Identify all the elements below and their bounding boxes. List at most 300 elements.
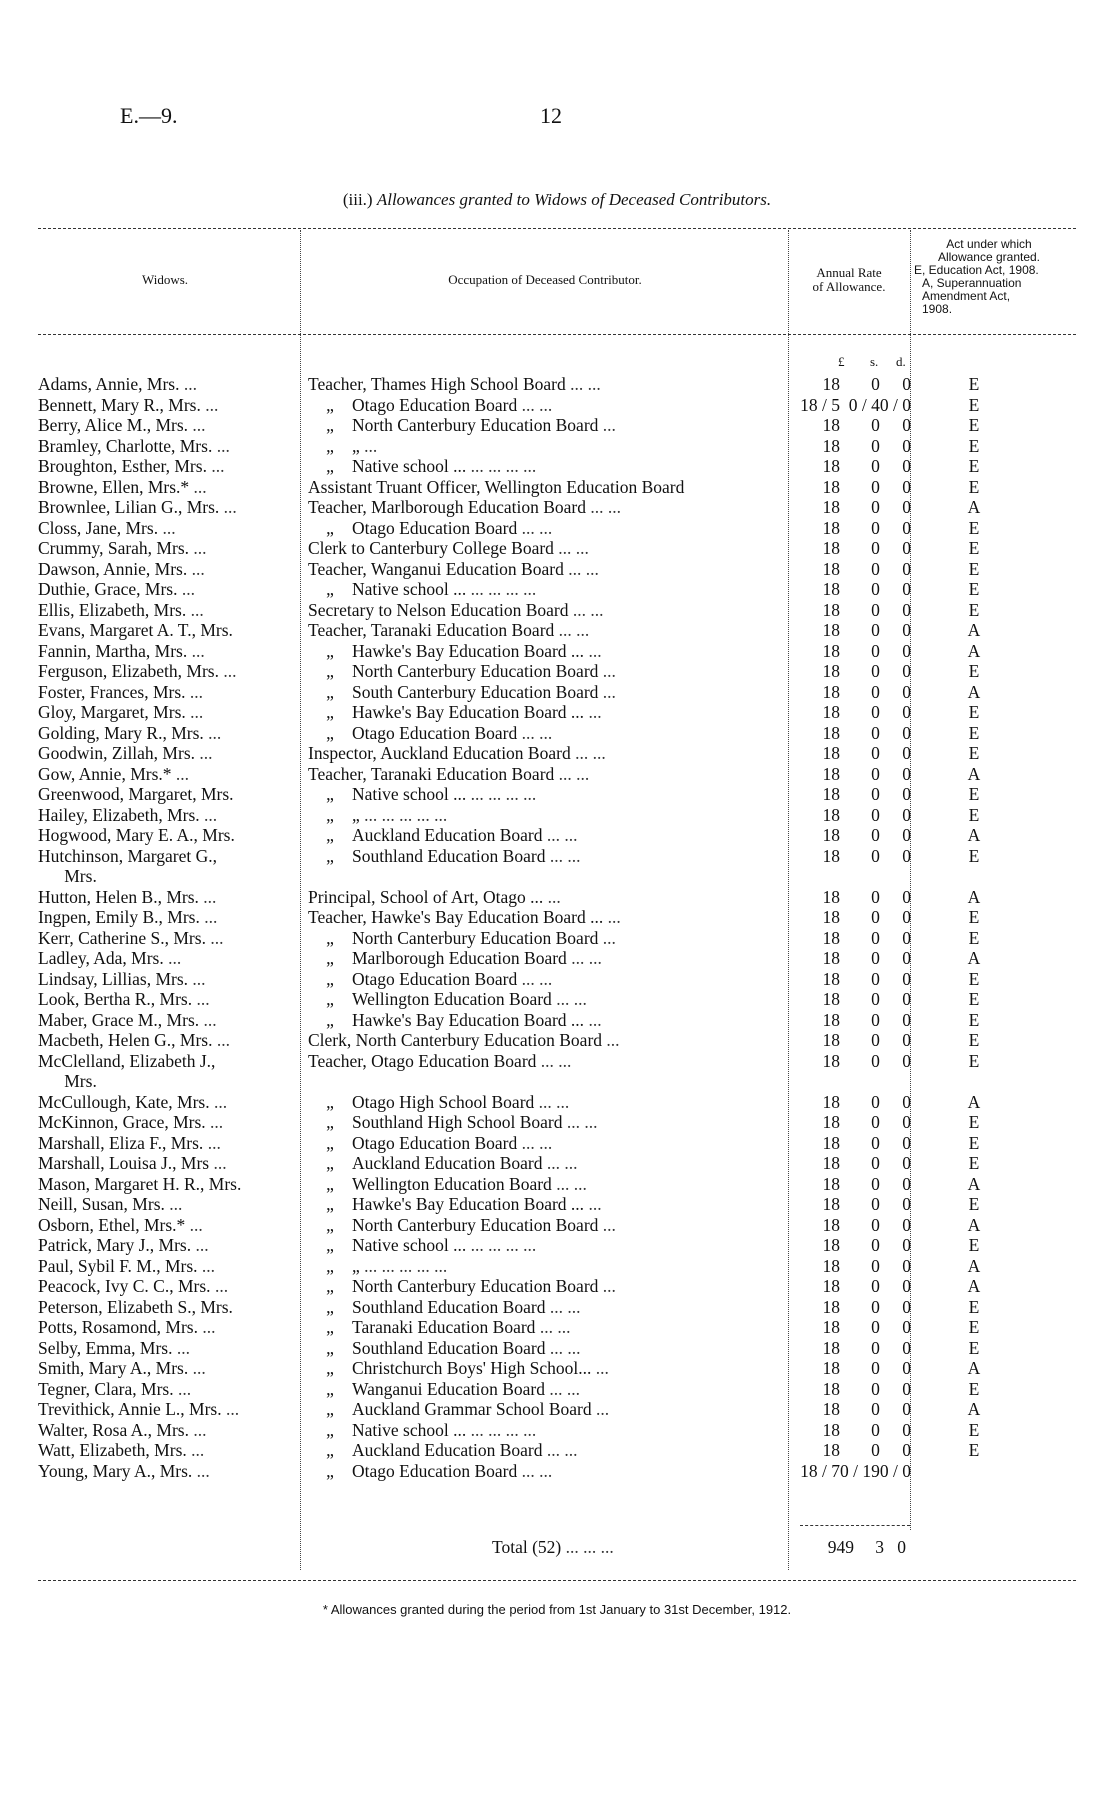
occupation-text: Christchurch Boys' High School... (352, 1358, 592, 1378)
widow-name-cell (38, 1051, 308, 1072)
occupation-leader: ... ... (554, 620, 590, 640)
amount-pence: 0 (902, 1419, 911, 1440)
table-row (38, 1030, 1037, 1051)
amount-shillings: 0 (871, 435, 880, 456)
table-row (38, 1071, 1037, 1092)
amount-pounds: 18 (822, 1194, 840, 1214)
amount-pence: 0 (902, 374, 911, 394)
occupation-cell (308, 825, 788, 846)
amount-shillings: 0 (871, 989, 880, 1009)
widow-name: Broughton, Esther, Mrs. (38, 456, 207, 476)
total-leader: ... ... ... (561, 1537, 614, 1557)
act-code: E (968, 702, 980, 722)
name-leader: ... (199, 907, 218, 927)
amount-pounds: 18 (822, 1235, 840, 1255)
occupation-text: Southland Education Board (352, 845, 546, 866)
widow-name: Peterson, Elizabeth S., Mrs. (38, 1296, 233, 1317)
ditto-mark: „ (326, 845, 334, 866)
amount-shillings: 0 (871, 1214, 880, 1235)
amount-pounds: 18 (822, 415, 840, 435)
occupation-leader: ... ... (534, 1091, 570, 1112)
name-leader: ... (197, 1317, 216, 1337)
amount-pence: 0 (902, 1132, 911, 1153)
ditto-mark: „ (326, 1112, 334, 1132)
widow-name: Gloy, Margaret, Mrs. (38, 702, 186, 722)
occupation-text: Hawke's Bay Education Board ... (352, 640, 585, 661)
widow-name: Trevithick, Annie L., Mrs. (38, 1399, 222, 1419)
amount-pounds: 18 (822, 1153, 840, 1173)
amount-shillings: 0 (871, 640, 880, 661)
widow-name-cell (38, 579, 308, 600)
amount-pounds: 18 (822, 517, 840, 538)
table-row (38, 1358, 1037, 1379)
occupation-leader: ... ... (542, 1153, 578, 1173)
occupation-leader: ... ... (554, 763, 590, 784)
ditto-mark: „ (326, 1460, 334, 1481)
act-code: A (967, 1091, 981, 1112)
occupation-text: Otago Education Board (352, 394, 518, 415)
amount-pounds: 18 (822, 1091, 840, 1112)
widow-name-cell (38, 1215, 308, 1236)
occupation-text: Otago Education Board (352, 517, 518, 538)
amount-pence: 0 (902, 1030, 911, 1050)
amount-shillings: 0 (871, 558, 880, 579)
occupation-leader: ... (598, 927, 616, 948)
name-leader: ... (186, 1440, 205, 1460)
amount-shillings: 0 (871, 886, 880, 907)
occupation-cell (308, 374, 788, 395)
ditto-mark: „ (326, 640, 334, 661)
name-leader: ... (189, 476, 207, 497)
act-code: E (968, 394, 980, 415)
amount-pounds: 18 (822, 1009, 840, 1030)
widow-name-cell (38, 825, 308, 846)
occupation-cell (308, 764, 788, 785)
occupation-text: Southland Education Board (352, 1337, 546, 1358)
occupation-leader: ... (598, 681, 616, 702)
act-code: A (967, 497, 981, 517)
occupation-leader: ... ... (565, 374, 601, 394)
act-code: E (968, 989, 980, 1009)
amount-pence: 0 (902, 763, 911, 784)
amount-pence: 0 (902, 579, 911, 599)
widow-name-cell (38, 1297, 308, 1318)
amount-pounds: 18 (822, 948, 840, 968)
amount-pounds: 18 / 7 (800, 1460, 840, 1481)
act-line-6: 1908. (922, 302, 953, 316)
amount-shillings (840, 1071, 880, 1092)
amount-shillings: 0 (871, 1296, 880, 1317)
amount-pence: 0 (902, 620, 911, 640)
table-row (38, 600, 1037, 621)
act-code: A (967, 640, 981, 661)
name-leader: ... (205, 927, 224, 948)
amount-shillings: 0 (871, 1173, 880, 1194)
ditto-mark: „ (326, 1399, 334, 1419)
name-leader: ... (197, 1255, 216, 1276)
amount-shillings: 0 (871, 374, 880, 394)
amount-pounds: 18 (822, 1337, 840, 1358)
ditto-mark: „ (326, 1419, 334, 1440)
act-code: A (967, 1255, 981, 1276)
act-code: E (968, 558, 980, 579)
amount-pounds: 18 (822, 989, 840, 1009)
table-row (38, 805, 1037, 826)
name-leader: ... (199, 804, 218, 825)
occupation-cell (308, 1194, 788, 1215)
amount-pence: 0 (902, 435, 911, 456)
amount-shillings: 0 (871, 1112, 880, 1132)
widow-name: Ladley, Ada, Mrs. (38, 948, 164, 968)
widow-name-cell (38, 477, 308, 498)
act-code (911, 1461, 1037, 1482)
occupation-leader: ... ... (568, 599, 604, 620)
name-leader: ... (171, 763, 190, 784)
occupation-cell (308, 395, 788, 416)
act-code: E (968, 415, 980, 435)
widow-name: Selby, Emma, Mrs. (38, 1337, 173, 1358)
occupation-text: Native school ... (352, 456, 467, 476)
table-row (38, 456, 1037, 477)
widow-name: Hailey, Elizabeth, Mrs. (38, 804, 200, 825)
occupation-leader: ... (591, 1399, 610, 1419)
occupation-text: „ (352, 435, 360, 456)
amount-shillings: 0 (871, 722, 880, 743)
occupation-text: Clerk to Canterbury College Board (308, 538, 554, 558)
occupation-cell (308, 784, 788, 805)
occupation-leader: ... ... (544, 1378, 580, 1399)
name-leader: ... (221, 1399, 240, 1419)
occupation-text: Wellington Education Board (352, 989, 552, 1009)
name-leader: ... (203, 722, 222, 743)
widow-name: Dawson, Annie, Mrs. (38, 558, 188, 579)
amount-pence: 0 (902, 845, 911, 866)
widow-name: McClelland, Elizabeth J., (38, 1050, 216, 1071)
table-row (38, 1174, 1037, 1195)
name-leader: ... (185, 702, 204, 722)
widow-name-cell (38, 559, 308, 580)
amount-pence: 0 (902, 1050, 911, 1071)
table-row (38, 866, 1037, 887)
amount-pounds: 18 (822, 1255, 840, 1276)
occupation-cell (308, 948, 788, 969)
occupation-cell (308, 579, 788, 600)
name-leader: ... (218, 661, 237, 681)
occupation-leader: ... ... (545, 1337, 581, 1358)
amount-pounds: 18 / 5 (800, 394, 840, 415)
widow-name: Evans, Margaret A. T., Mrs. (38, 620, 233, 640)
act-code: E (968, 722, 980, 743)
ditto-mark: „ (326, 1378, 334, 1399)
widow-name: Walter, Rosa A., Mrs. (38, 1419, 189, 1440)
table-row (38, 1092, 1037, 1113)
widow-name-cell (38, 1461, 308, 1482)
occupation-cell (308, 538, 788, 559)
amount-shillings: 0 (871, 825, 880, 845)
act-code: A (967, 1214, 981, 1235)
occupation-leader: ... ... (517, 394, 553, 415)
occupation-text: Southland Education Board (352, 1296, 546, 1317)
ditto-mark: „ (326, 1276, 334, 1296)
table-row (38, 1153, 1037, 1174)
col-header-occupation: Occupation of Deceased Contributor. (448, 272, 642, 287)
widow-name-cell (38, 805, 308, 826)
amount-pounds: 18 (822, 374, 840, 394)
occupation-text: Native school ... (352, 1419, 467, 1440)
amount-pence: 0 (902, 640, 911, 661)
amount-pence: 0 (902, 825, 911, 845)
widow-name: Adams, Annie, Mrs. (38, 374, 180, 394)
table-row (38, 846, 1037, 867)
name-leader: ... (187, 558, 205, 579)
act-code: A (967, 620, 981, 640)
occupation-text: North Canterbury Education Board (352, 927, 599, 948)
name-leader: ... (199, 1009, 217, 1030)
widow-name: Hutton, Helen B., Mrs. (38, 886, 199, 907)
widow-name-cell (38, 600, 308, 621)
act-code: A (967, 948, 981, 968)
widow-name: Bramley, Charlotte, Mrs. (38, 435, 213, 456)
amount-pence: 0 (902, 886, 911, 907)
occupation-text: Southland High School Board (352, 1112, 563, 1132)
amount-pounds: 18 (822, 968, 840, 989)
widow-name: Mason, Margaret H. R., Mrs. (38, 1173, 242, 1194)
act-code: E (968, 374, 980, 394)
widow-name: Tegner, Clara, Mrs. (38, 1378, 174, 1399)
amount-pence: 0 (902, 989, 911, 1009)
amount-shillings: 0 (871, 804, 880, 825)
occupation-leader: ... (584, 1194, 602, 1214)
occupation-leader: ... (543, 886, 561, 907)
name-leader: ... (186, 599, 204, 620)
occupation-text: North Canterbury Education Board (352, 415, 599, 435)
amount-pence: 0 (902, 948, 911, 968)
widow-name-cell (38, 1420, 308, 1441)
act-code: E (968, 1296, 980, 1317)
widow-name: Duthie, Grace, Mrs. (38, 579, 178, 599)
amount-pounds: 18 (822, 435, 840, 456)
widow-name-cell (38, 1092, 308, 1113)
act-code: E (968, 1378, 980, 1399)
widow-name: Berry, Alice M., Mrs. (38, 415, 189, 435)
table-row (38, 1112, 1037, 1133)
amount-pence: 0 (902, 681, 911, 702)
widow-name-cell (38, 1030, 308, 1051)
amount-pence (880, 866, 911, 887)
widow-name-cell (38, 866, 308, 887)
amount-pence: 0 (902, 804, 911, 825)
amount-pence: 0 (902, 661, 911, 681)
top-rule (38, 228, 1076, 229)
widow-name: Peacock, Ivy C. C., Mrs. (38, 1276, 211, 1296)
occupation-cell (308, 743, 788, 764)
amount-shillings: 0 (871, 681, 880, 702)
widow-name: Macbeth, Helen G., Mrs. (38, 1030, 213, 1050)
amount-shillings: 0 (871, 1009, 880, 1030)
act-line-3: E, Education Act, 1908. (914, 263, 1039, 277)
occupation-text: North Canterbury Education Board (352, 1276, 599, 1296)
occupation-cell (308, 1071, 788, 1092)
widow-name-cell (38, 456, 308, 477)
occupation-text: Teacher, Thames High School Board (308, 374, 566, 394)
name-leader: ... (195, 743, 213, 763)
table-row (38, 1256, 1037, 1277)
occupation-text: North Canterbury Education Board (352, 1214, 599, 1235)
widow-name-cell (38, 743, 308, 764)
table-row (38, 1133, 1037, 1154)
col-header-widows: Widows. (141, 272, 189, 287)
total-pounds: 949 (827, 1537, 854, 1557)
widow-name-cell (38, 764, 308, 785)
amount-pounds: 18 (822, 599, 840, 620)
amount-shillings: 0 (871, 845, 880, 866)
occupation-cell (308, 928, 788, 949)
name-leader: ... (219, 497, 237, 517)
amount-pounds: 18 (822, 1419, 840, 1440)
amount-pounds: 18 (822, 476, 840, 497)
amount-shillings: 0 (871, 1132, 880, 1153)
widow-name-cell (38, 1379, 308, 1400)
name-leader: ... (172, 1337, 190, 1358)
widow-name-cell (38, 907, 308, 928)
act-code: E (968, 538, 980, 558)
name-leader: ... (189, 538, 207, 558)
widow-name-cell (38, 928, 308, 949)
occupation-text: Native school ... (352, 784, 467, 804)
widow-name: Hutchinson, Margaret G., (38, 845, 218, 866)
occupation-leader: ... ... (542, 1440, 578, 1460)
occupation-leader: ... ... (545, 1296, 581, 1317)
ditto-mark: „ (326, 579, 334, 599)
occupation-cell (308, 1358, 788, 1379)
unit-pence: d. (896, 354, 906, 369)
occupation-text: Teacher, Otago Education Board (308, 1050, 537, 1071)
table-row (38, 1276, 1037, 1297)
act-code: E (968, 1440, 980, 1460)
amount-pence: 0 (902, 1296, 911, 1317)
ditto-mark: „ (326, 1214, 334, 1235)
occupation-cell (308, 1440, 788, 1461)
amount-pounds: 18 (822, 886, 840, 907)
occupation-leader: ... (584, 1009, 602, 1030)
ditto-mark: „ (326, 1337, 334, 1358)
occupation-leader: ... ... (517, 722, 553, 743)
occupation-text: South Canterbury Education Board (352, 681, 599, 702)
occupation-leader: ... (598, 1214, 616, 1235)
amount-shillings: 0 (871, 763, 880, 784)
occupation-leader: ... ... ... ... (466, 456, 537, 476)
widow-name-cell (38, 395, 308, 416)
widow-name-cell (38, 1174, 308, 1195)
occupation-cell (308, 1051, 788, 1072)
occupation-cell (308, 1276, 788, 1297)
amount-pence: 0 (902, 1235, 911, 1255)
occupation-cell (308, 641, 788, 662)
widow-name: Kerr, Catherine S., Mrs. (38, 927, 206, 948)
name-leader: ... (185, 681, 204, 702)
amount-pounds: 18 (822, 845, 840, 866)
occupation-cell (308, 518, 788, 539)
occupation-leader: ... (602, 1030, 620, 1050)
occupation-text: Auckland Education Board (352, 825, 543, 845)
occupation-text: Teacher, Taranaki Education Board (308, 763, 555, 784)
amount-shillings: 0 (871, 1050, 880, 1071)
total-label-text: Total (52) (492, 1537, 562, 1557)
occupation-leader: ... (598, 1276, 616, 1296)
name-leader: ... (192, 1460, 210, 1481)
name-leader: ... (177, 579, 195, 599)
amount-pence: 0 / 0 (879, 1460, 911, 1481)
act-line-5: Amendment Act, (922, 289, 1011, 303)
act-code: A (967, 886, 981, 907)
ditto-mark: „ (326, 517, 334, 538)
act-code: E (968, 517, 980, 538)
act-code: E (968, 599, 980, 620)
name-leader: ... (188, 1358, 206, 1378)
amount-pence: 0 (902, 1112, 911, 1132)
widow-name: Mrs. (38, 866, 97, 886)
act-code (911, 866, 1037, 887)
occupation-leader: ... (603, 907, 621, 927)
occupation-text: Inspector, Auckland Education Board (308, 743, 571, 763)
amount-pence: 0 (902, 1317, 911, 1337)
occupation-leader: ... ... (517, 517, 553, 538)
act-code: A (967, 825, 981, 845)
act-code: E (968, 1050, 980, 1071)
amount-pence: 0 (902, 538, 911, 558)
name-leader: ... (206, 456, 225, 476)
occupation-cell (308, 1010, 788, 1031)
occupation-text: Clerk, North Canterbury Education Board (308, 1030, 603, 1050)
widow-name-cell (38, 1010, 308, 1031)
occupation-text: Hawke's Bay Education Board ... (352, 1194, 585, 1214)
amount-pounds: 18 (822, 702, 840, 722)
amount-shillings: 0 (871, 702, 880, 722)
act-code: E (968, 804, 980, 825)
ditto-mark: „ (326, 1440, 334, 1460)
widow-name-cell (38, 661, 308, 682)
table-row (38, 641, 1037, 662)
widow-name: Ingpen, Emily B., Mrs. (38, 907, 200, 927)
occupation-text: Hawke's Bay Education Board ... (352, 702, 585, 722)
widow-name: Lindsay, Lillias, Mrs. (38, 968, 189, 989)
amount-shillings: 0 (871, 743, 880, 763)
amount-pence: 0 (902, 558, 911, 579)
widow-name-cell (38, 948, 308, 969)
widow-name-cell (38, 989, 308, 1010)
amount-pounds: 18 (822, 804, 840, 825)
amount-pence: 0 (902, 1337, 911, 1358)
widow-name: Crummy, Sarah, Mrs. (38, 538, 190, 558)
widow-name-cell (38, 1358, 308, 1379)
act-code: E (968, 1235, 980, 1255)
amount-pounds: 18 (822, 743, 840, 763)
occupation-cell (308, 887, 788, 908)
widow-name-cell (38, 1276, 308, 1297)
occupation-text: Taranaki Education Board (352, 1317, 536, 1337)
amount-pounds (788, 866, 840, 887)
widow-name-cell (38, 682, 308, 703)
occupation-leader: ... (359, 435, 378, 456)
act-line-1: Act under which (946, 237, 1032, 251)
occupation-text: Auckland Grammar School Board (352, 1399, 592, 1419)
bottom-rule (38, 1580, 1076, 1581)
occupation-cell (308, 805, 788, 826)
act-code: E (968, 435, 980, 456)
name-leader: ... (210, 1276, 229, 1296)
amount-pounds: 18 (822, 927, 840, 948)
name-leader: ... (200, 394, 219, 415)
